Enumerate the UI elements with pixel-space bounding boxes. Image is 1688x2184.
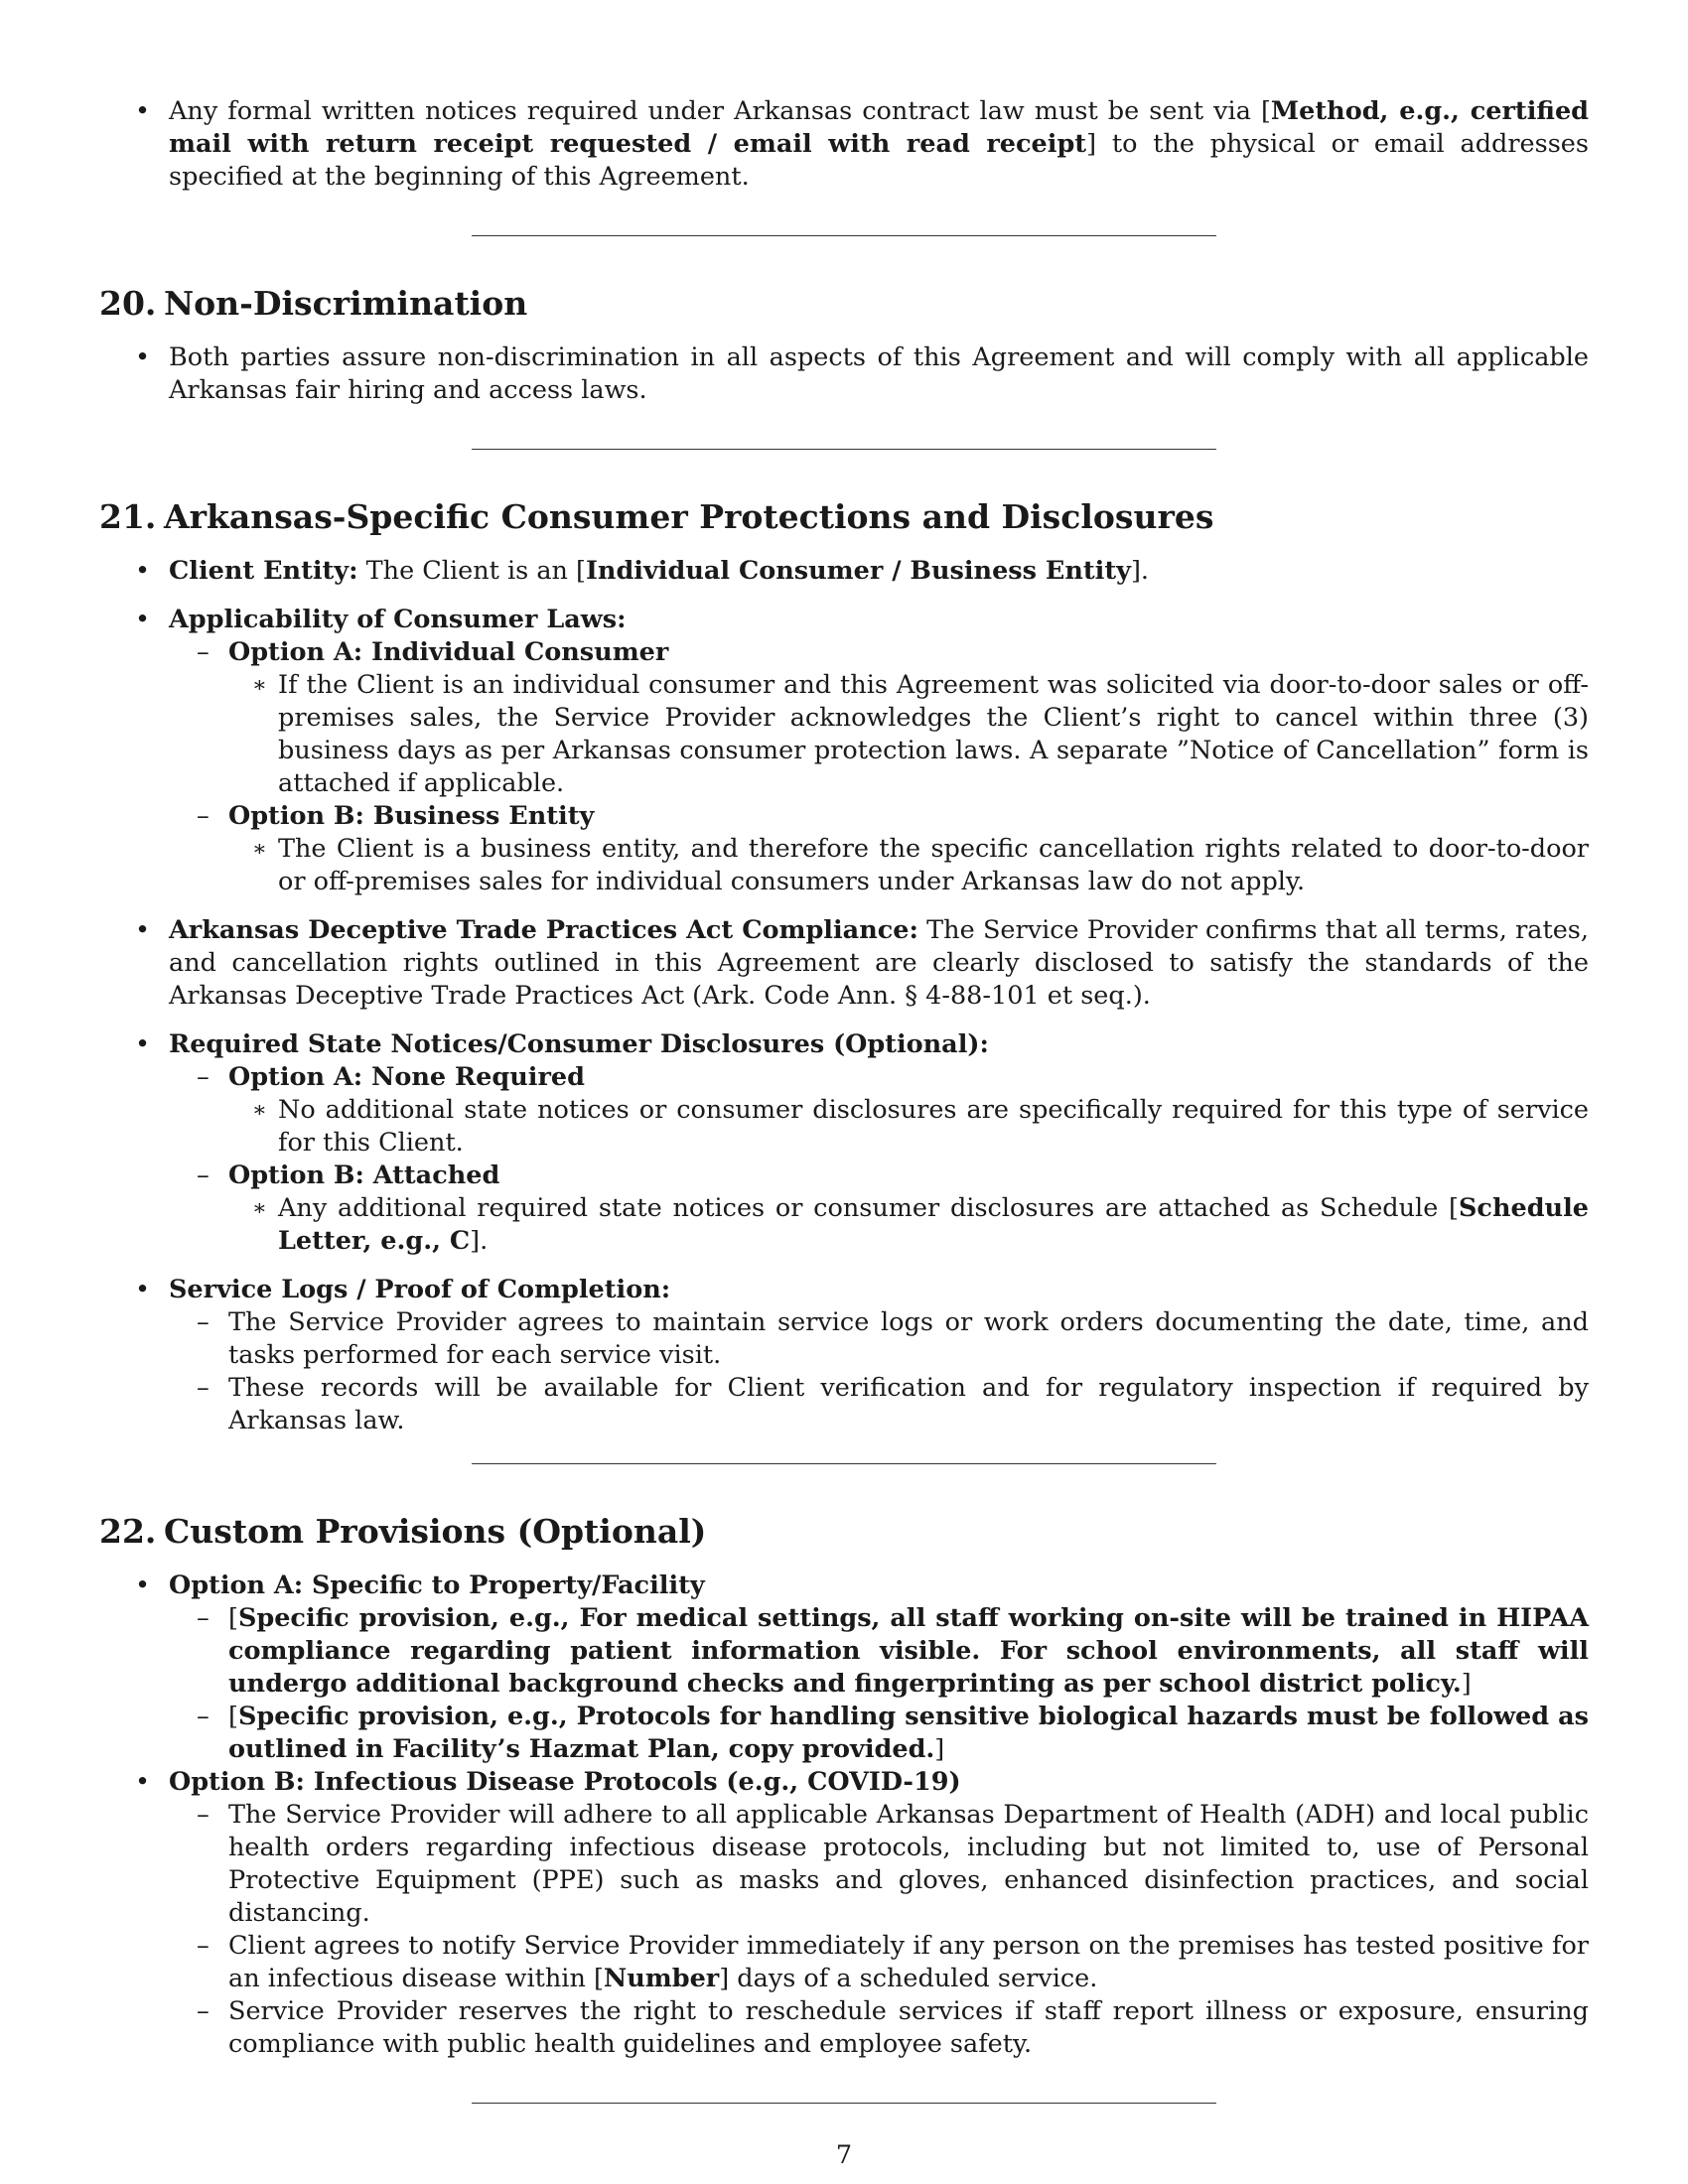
option-a-item — [169, 1061, 1589, 1160]
dash-icon: – — [197, 1702, 210, 1731]
service-logs-text: The Service Provider agrees to maintain service logs or work orders documenting the date, time, and tasks performed for each service visit. — [228, 1307, 1589, 1370]
option-text: The Client is a business entity, and therefore the specific cancellation rights related to door-to-door or off-premises sales for individual consumers under Arkansas law do not apply. — [278, 834, 1589, 896]
infectious-protocol-text: The Service Provider will adhere to all applicable Arkansas Department of Health (ADH) and local public health orders regarding infectious disease protocols, including but not limited to, use of Personal Protective Equipment (PPE) such as masks and gloves, enhanced disinfection practices, and social distancing. — [228, 1800, 1589, 1928]
custom-provision-placeholder: Specific provision, e.g., For medical settings, all staff working on-site will be trained in HIPAA compliance regarding patient information visible. For school environments, all staff will undergo additional background checks and fingerprinting as per school district policy. — [228, 1603, 1589, 1699]
option-a-text-item — [228, 669, 1589, 800]
option-label: Option A: Specific to Property/Facility — [169, 1570, 705, 1600]
notice-method-item — [99, 95, 1589, 194]
notices-list — [99, 95, 1589, 194]
option-label: Option B: Attached — [228, 1160, 500, 1190]
section-20-list — [99, 341, 1589, 407]
option-text: If the Client is an individual consumer and this Agreement was solicited via door-to-door sales or off-premises sales, the Service Provider acknowledges the Client’s right to cancel within three (3) business days as per Arkansas consumer protection laws. A separate ”Notice of Cancellation” form is attached if applicable. — [278, 670, 1589, 798]
bullet-icon: • — [135, 1767, 151, 1797]
option-text-end: ]. — [470, 1226, 489, 1256]
bullet-icon: • — [135, 915, 151, 945]
option-text: No additional state notices or consumer disclosures are specifically required for this type of service for this Client. — [278, 1095, 1589, 1158]
bullet-icon: • — [135, 556, 151, 586]
asterisk-icon: ∗ — [252, 673, 267, 698]
bullet-icon: • — [135, 605, 151, 634]
service-logs-list — [169, 1306, 1589, 1437]
applicability-label: Applicability of Consumer Laws: — [169, 605, 627, 634]
client-entity-text-end: ]. — [1130, 556, 1149, 586]
client-entity-placeholder: Individual Consumer / Business Entity — [586, 556, 1131, 586]
dtpa-text: The Service Provider confirms that all terms, rates, and cancellation rights outlined in this Agreement are clearly disclosed to satisfy the standards of the Arkansas Deceptive Trade Practices Act (Ark. Code Ann. § 4-88-101 et seq.). — [169, 915, 1589, 1011]
section-divider — [472, 449, 1216, 450]
section-title: Custom Provisions (Optional) — [164, 1512, 707, 1551]
section-divider — [472, 235, 1216, 236]
option-a-sublist — [228, 669, 1589, 800]
option-b-text-item — [228, 833, 1589, 898]
custom-option-a-item — [99, 1570, 1589, 1766]
non-discrimination-text: Both parties assure non-discrimination in all aspects of this Agreement and will comply with all applicable Arkansas fair hiring and access laws. — [169, 342, 1589, 405]
option-a-item — [169, 636, 1589, 800]
asterisk-icon: ∗ — [252, 1098, 267, 1123]
section-heading-21 — [99, 497, 1589, 537]
infectious-protocol-text: Service Provider reserves the right to reschedule services if staff report illness or exposure, ensuring compliance with public health guidelines and employee safety. — [228, 1996, 1589, 2059]
option-label: Option A: None Required — [228, 1062, 585, 1092]
section-number: 22. — [99, 1512, 157, 1551]
custom-option-a-list — [169, 1602, 1589, 1766]
option-b-sublist — [228, 1192, 1589, 1258]
client-entity-text: The Client is an [ — [357, 556, 586, 586]
bullet-icon: • — [135, 342, 151, 372]
option-b-text-item — [228, 1192, 1589, 1258]
non-discrimination-item — [99, 341, 1589, 407]
option-b-sublist — [228, 833, 1589, 898]
dash-icon: – — [197, 1800, 210, 1830]
dash-icon: – — [197, 1062, 210, 1092]
number-placeholder: Number — [603, 1964, 720, 1993]
asterisk-icon: ∗ — [252, 837, 267, 862]
section-heading-20 — [99, 284, 1589, 324]
bullet-icon: • — [135, 1275, 151, 1304]
option-label: Option B: Business Entity — [228, 801, 595, 831]
state-notices-item — [99, 1028, 1589, 1258]
notice-text: Any formal written notices required under Arkansas contract law must be sent via [ — [169, 96, 1271, 126]
infectious-protocol-item — [169, 1799, 1589, 1930]
section-divider — [472, 2103, 1216, 2104]
dash-icon: – — [197, 1996, 210, 2026]
service-logs-text: These records will be available for Client verification and for regulatory inspection if required by Arkansas law. — [228, 1373, 1589, 1435]
custom-provision-placeholder: Specific provision, e.g., Protocols for handling sensitive biological hazards must be followed as outlined in Facility’s Hazmat Plan, copy provided. — [228, 1702, 1589, 1764]
section-title: Non-Discrimination — [164, 284, 528, 323]
dash-icon: – — [197, 801, 210, 831]
custom-provision-item: – [Specific provision, e.g., Protocols for handling sensitive biological hazards must be followed as outlined in Facility’s Hazmat Plan, copy provided.] — [197, 1702, 1589, 1764]
bullet-icon: • — [135, 1570, 151, 1600]
section-21-list — [99, 555, 1589, 1437]
client-entity-item — [99, 555, 1589, 588]
notice-method-placeholder: Method, e.g., certified mail with return receipt requested / email with read receipt — [169, 96, 1589, 159]
applicability-options — [169, 636, 1589, 898]
section-number: 21. — [99, 497, 157, 536]
infectious-protocol-item — [169, 1995, 1589, 2061]
option-b-item — [169, 1160, 1589, 1258]
bullet-icon: • — [135, 1029, 151, 1059]
notice-text-end: ] to the physical or email addresses specified at the beginning of this Agreement. — [169, 129, 1589, 192]
service-logs-point — [169, 1306, 1589, 1372]
section-heading-22 — [99, 1512, 1589, 1552]
asterisk-icon: ∗ — [252, 1196, 267, 1221]
state-notices-options — [169, 1061, 1589, 1258]
section-number: 20. — [99, 284, 157, 323]
schedule-placeholder: Schedule Letter, e.g., C — [278, 1193, 1589, 1256]
dash-icon: – — [197, 1160, 210, 1190]
infectious-protocol-item — [169, 1930, 1589, 1995]
state-notices-label: Required State Notices/Consumer Disclosures (Optional): — [169, 1029, 989, 1059]
infectious-protocol-text: Client agrees to notify Service Provider immediately if any person on the premises has tested positive for an infectious disease within [ — [228, 1931, 1589, 1993]
option-a-text-item — [228, 1094, 1589, 1160]
option-label: Option A: Individual Consumer — [228, 637, 669, 667]
section-22-list — [99, 1570, 1589, 2061]
dtpa-label: Arkansas Deceptive Trade Practices Act Compliance: — [169, 915, 918, 945]
dash-icon: – — [197, 1603, 210, 1633]
page-number: 7 — [835, 2140, 853, 2170]
applicability-item — [99, 604, 1589, 898]
document-page — [99, 95, 1589, 2104]
custom-provision-item: – [Specific provision, e.g., For medical settings, all staff working on-site will be trained in HIPAA compliance regarding patient information visible. For school environments, all staff will undergo additional background checks and fingerprinting as per school district policy.] — [197, 1603, 1589, 1699]
service-logs-label: Service Logs / Proof of Completion: — [169, 1275, 671, 1304]
option-b-item — [169, 800, 1589, 898]
option-a-sublist — [228, 1094, 1589, 1160]
infectious-protocol-text-end: ] days of a scheduled service. — [719, 1964, 1098, 1993]
dash-icon: – — [197, 1373, 210, 1403]
service-logs-item — [99, 1274, 1589, 1437]
custom-option-b-list — [169, 1799, 1589, 2061]
dash-icon: – — [197, 1307, 210, 1337]
option-text: Any additional required state notices or consumer disclosures are attached as Schedule [ — [278, 1193, 1459, 1223]
custom-option-b-item — [99, 1766, 1589, 2061]
option-label: Option B: Infectious Disease Protocols (e.g., COVID-19) — [169, 1767, 961, 1797]
client-entity-label: Client Entity: — [169, 556, 358, 586]
dash-icon: – — [197, 637, 210, 667]
dash-icon: – — [197, 1931, 210, 1961]
dtpa-item — [99, 914, 1589, 1013]
service-logs-point — [169, 1372, 1589, 1437]
section-title: Arkansas-Specific Consumer Protections and Disclosures — [164, 497, 1214, 536]
section-divider — [472, 1463, 1216, 1464]
bullet-icon: • — [135, 96, 151, 126]
